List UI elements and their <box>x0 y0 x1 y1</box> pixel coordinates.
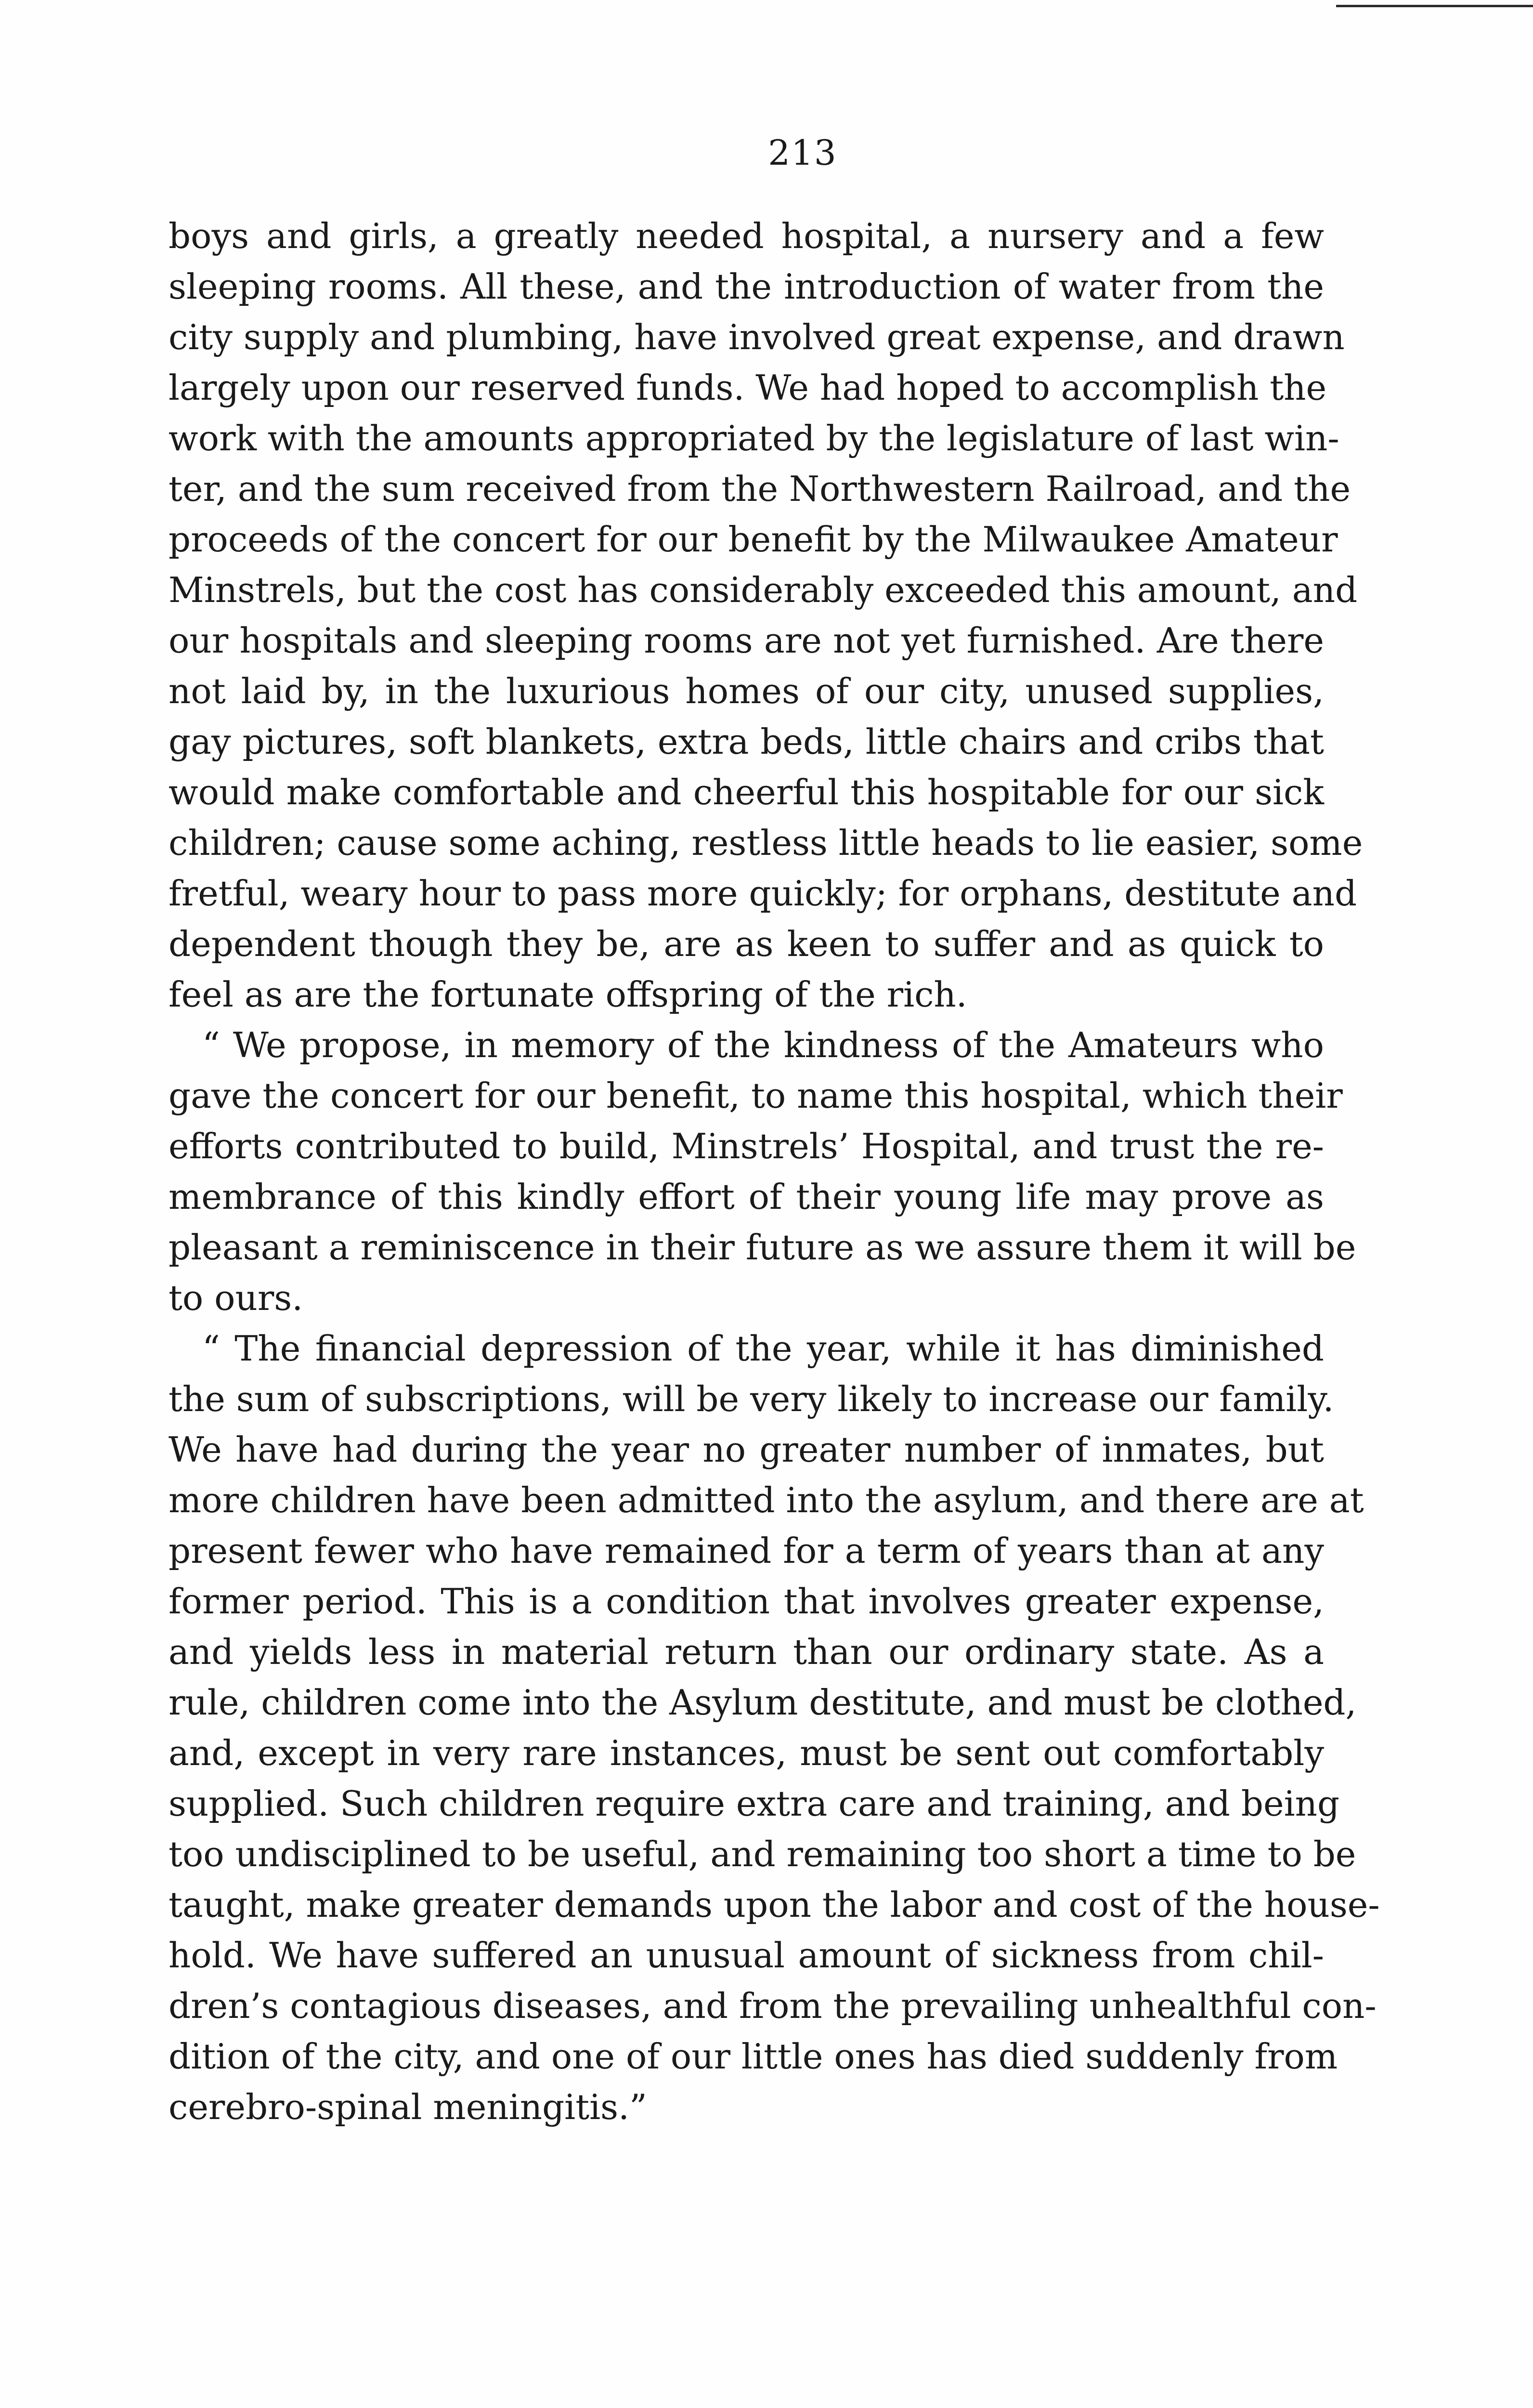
text-line: children; cause some aching, restless little heads to lie easier, some <box>169 823 1363 863</box>
text-line: efforts contributed to build, Minstrels’ Hospital, and trust the re- <box>169 1126 1324 1166</box>
text-line: feel as are the fortunate offspring of the rich. <box>169 974 967 1015</box>
text-line: rule, children come into the Asylum destitute, and must be clothed, <box>169 1682 1357 1723</box>
text-line: hold. We have suffered an unusual amount of sickness from chil- <box>169 1935 1324 1976</box>
text-line: boys and girls, a greatly needed hospital, a nursery and a few <box>169 216 1324 256</box>
text-line: dependent though they be, are as keen to suffer and as quick to <box>169 924 1324 964</box>
text-line: and yields less in material return than our ordinary state. As a <box>169 1632 1324 1672</box>
text-line: supplied. Such children require extra care and training, and being <box>169 1783 1340 1824</box>
text-line: dition of the city, and one of our little ones has died suddenly from <box>169 2036 1338 2077</box>
text-line: cerebro-spinal meningitis.” <box>169 2087 647 2127</box>
text-line: city supply and plumbing, have involved great expense, and drawn <box>169 317 1345 357</box>
text-line: our hospitals and sleeping rooms are not yet furnished. Are there <box>169 620 1324 661</box>
text-line: too undisciplined to be useful, and remaining too short a time to be <box>169 1834 1356 1874</box>
text-line: and, except in very rare instances, must be sent out comfortably <box>169 1733 1324 1773</box>
text-line: ter, and the sum received from the Northwestern Railroad, and the <box>169 469 1351 509</box>
text-line: Minstrels, but the cost has considerably exceeded this amount, and <box>169 570 1358 610</box>
body-text <box>169 211 1380 2133</box>
text-line: “ We propose, in memory of the kindness of the Amateurs who <box>202 1025 1324 1065</box>
text-line: membrance of this kindly effort of their young life may prove as <box>169 1177 1324 1217</box>
text-line: proceeds of the concert for our benefit by the Milwaukee Amateur <box>169 519 1338 560</box>
top-edge-rule <box>1336 5 1533 7</box>
text-line: taught, make greater demands upon the labor and cost of the house- <box>169 1885 1380 1925</box>
text-line: gay pictures, soft blankets, extra beds, little chairs and cribs that <box>169 721 1324 762</box>
page-number: 213 <box>768 132 837 173</box>
text-line: sleeping rooms. All these, and the introduction of water from the <box>169 266 1324 307</box>
text-line: would make comfortable and cheerful this hospitable for our sick <box>169 772 1324 812</box>
text-line: the sum of subscriptions, will be very likely to increase our family. <box>169 1379 1334 1419</box>
text-line: We have had during the year no greater number of inmates, but <box>169 1429 1324 1470</box>
text-line: gave the concert for our benefit, to name this hospital, which their <box>169 1075 1343 1116</box>
text-line: fretful, weary hour to pass more quickly; for orphans, destitute and <box>169 873 1357 914</box>
text-line: former period. This is a condition that involves greater expense, <box>169 1581 1324 1622</box>
text-line: more children have been admitted into the asylum, and there are at <box>169 1480 1364 1520</box>
text-line: “ The financial depression of the year, while it has diminished <box>202 1328 1324 1369</box>
text-line: pleasant a reminiscence in their future as we assure them it will be <box>169 1227 1356 1268</box>
text-line: work with the amounts appropriated by the legislature of last win- <box>169 418 1339 458</box>
text-line: to ours. <box>169 1278 303 1318</box>
text-line: not laid by, in the luxurious homes of our city, unused supplies, <box>169 671 1324 711</box>
text-line: largely upon our reserved funds. We had hoped to accomplish the <box>169 367 1327 408</box>
text-line: present fewer who have remained for a term of years than at any <box>169 1531 1324 1571</box>
text-line: dren’s contagious diseases, and from the prevailing unhealthful con- <box>169 1986 1377 2026</box>
